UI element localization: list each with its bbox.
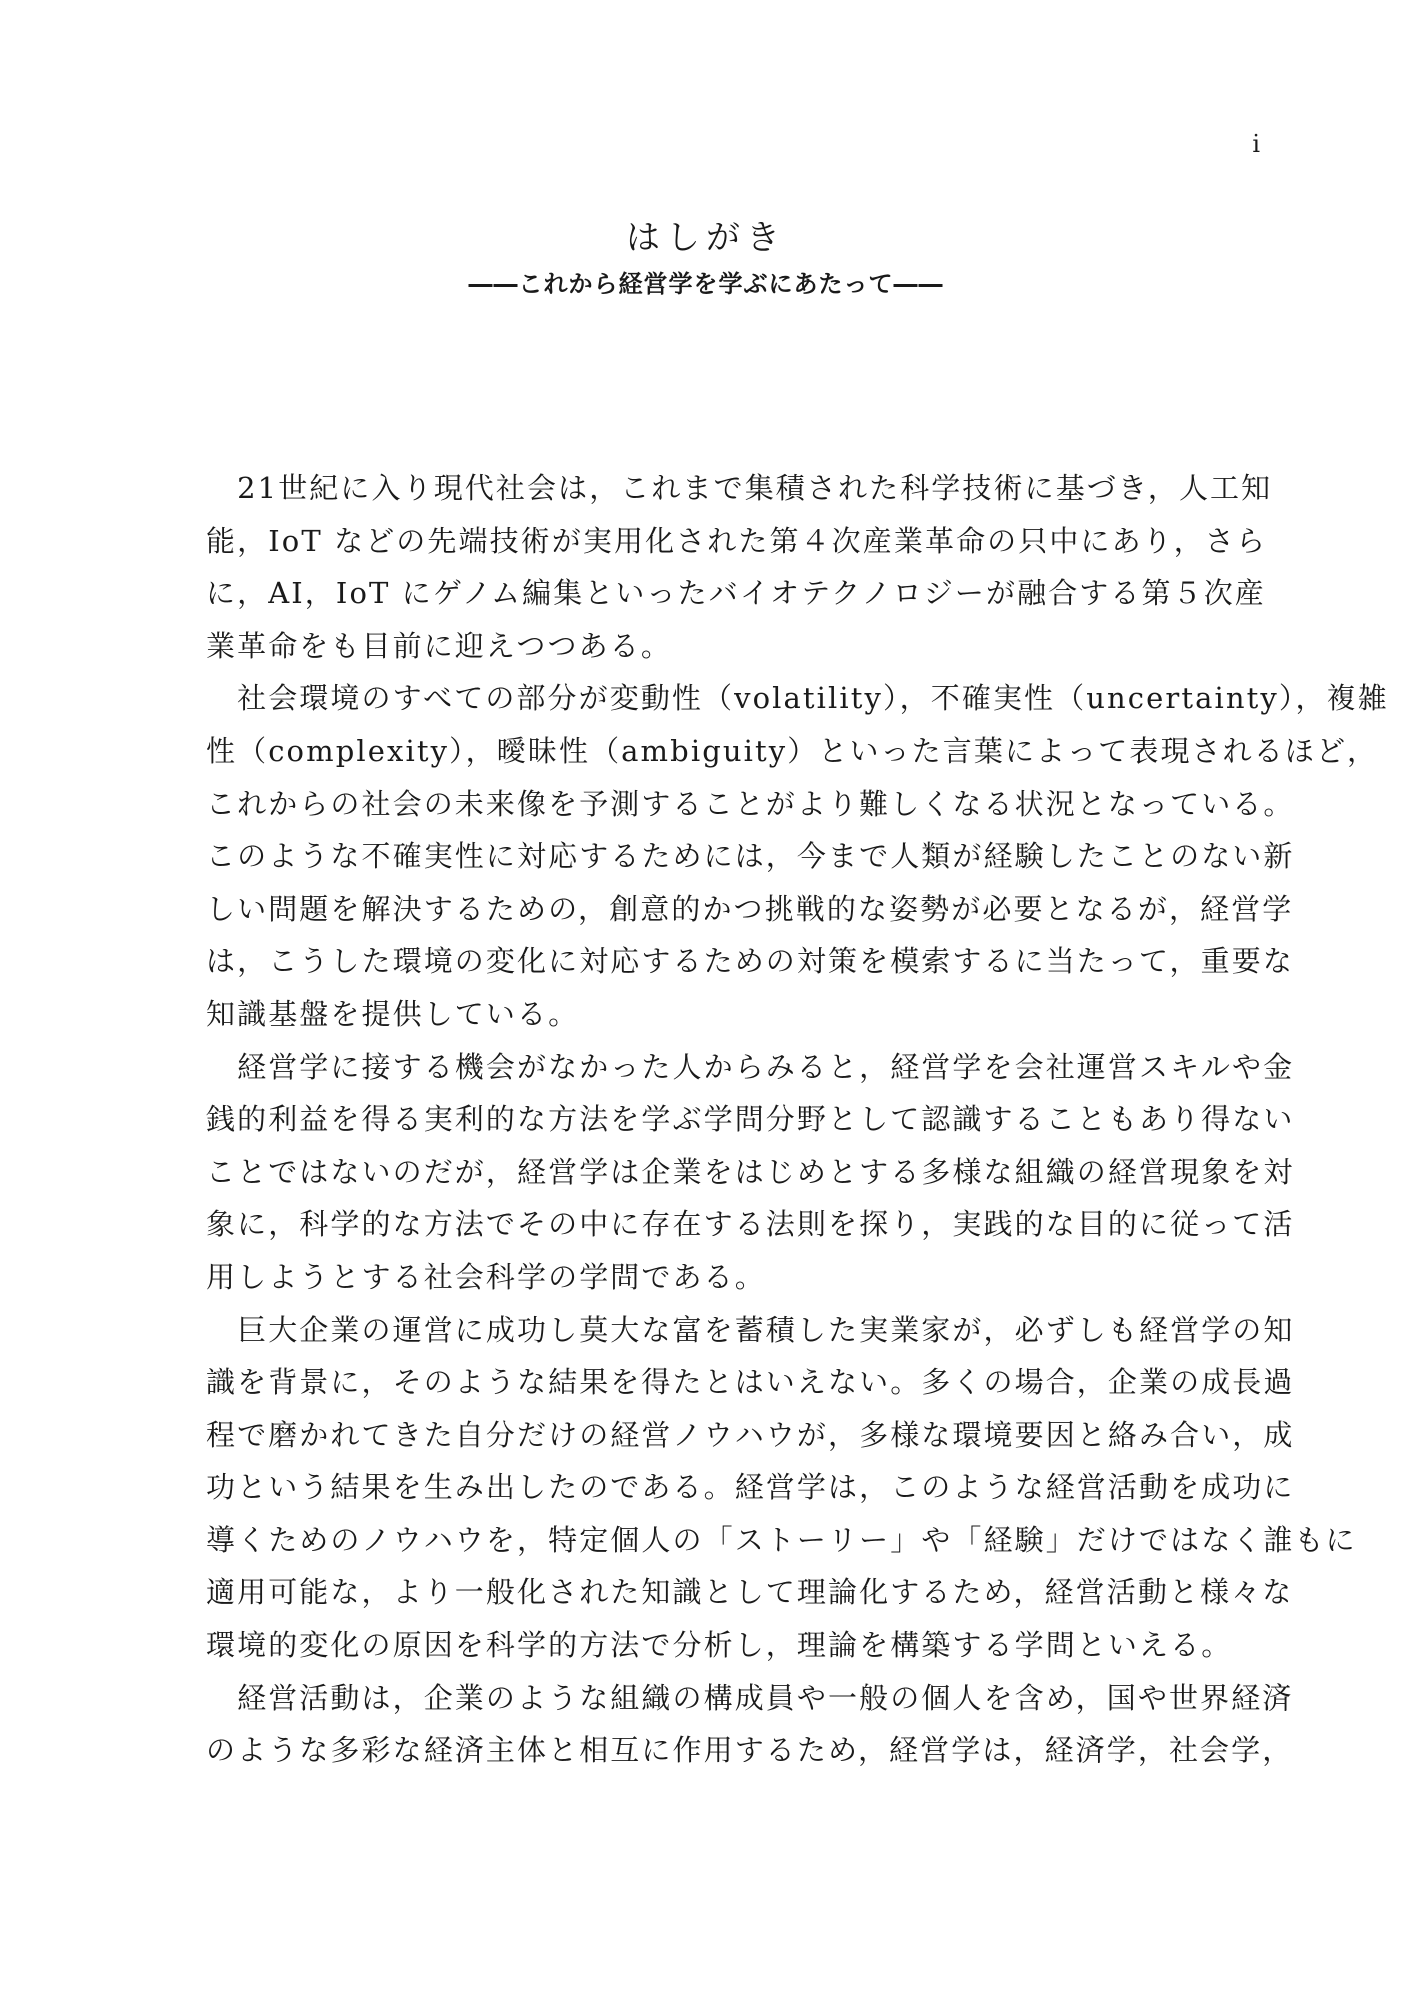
body-line: は，こうした環境の変化に対応するための対策を模索するに当たって，重要な	[206, 944, 1294, 979]
page-subtitle: ――これから経営学を学ぶにあたって――	[468, 270, 944, 298]
body-line: 象に，科学的な方法でその中に存在する法則を探り，実践的な目的に従って活	[206, 1207, 1295, 1242]
body-line: 性（complexity），曖昧性（ambiguity）といった言葉によって表現されるほど，	[206, 733, 1379, 768]
body-line: 銭的利益を得る実利的な方法を学ぶ学問分野として認識することもあり得ない	[206, 1102, 1295, 1137]
body-line: 社会環境のすべての部分が変動性（volatility），不確実性（uncertainty），複雑	[206, 681, 1389, 716]
body-line: 業革命をも目前に迎えつつある。	[206, 628, 672, 663]
body-line: 経営活動は，企業のような組織の構成員や一般の個人を含め，国や世界経済	[206, 1680, 1294, 1715]
body-line: 巨大企業の運営に成功し莫大な富を蓄積した実業家が，必ずしも経営学の知	[206, 1312, 1295, 1347]
body-line: 環境的変化の原因を科学的方法で分析し，理論を構築する学問といえる。	[206, 1628, 1233, 1663]
body-line: 経営学に接する機会がなかった人からみると，経営学を会社運営スキルや金	[206, 1049, 1295, 1084]
body-line: ことではないのだが，経営学は企業をはじめとする多様な組織の経営現象を対	[206, 1154, 1295, 1189]
body-line: のような多彩な経済主体と相互に作用するため，経営学は，経済学，社会学，	[206, 1733, 1294, 1768]
body-line: このような不確実性に対応するためには，今まで人類が経験したことのない新	[206, 839, 1295, 874]
body-line: 用しようとする社会科学の学問である。	[206, 1259, 766, 1294]
body-line: 21世紀に入り現代社会は，これまで集積された科学技術に基づき，人工知	[206, 471, 1273, 505]
body-text	[206, 462, 1389, 1777]
body-line: 適用可能な，より一般化された知識として理論化するため，経営活動と様々な	[206, 1575, 1294, 1610]
body-line: 識を背景に，そのような結果を得たとはいえない。多くの場合，企業の成長過	[206, 1365, 1295, 1400]
body-line: 知識基盤を提供している。	[206, 996, 580, 1031]
body-line: 能，IoT などの先端技術が実用化された第４次産業革命の只中にあり，さら	[206, 523, 1268, 558]
body-line: に，AI，IoT にゲノム編集といったバイオテクノロジーが融合する第５次産	[206, 576, 1266, 611]
body-line: しい問題を解決するための，創意的かつ挑戦的な姿勢が必要となるが，経営学	[206, 891, 1294, 926]
body-line: 程で磨かれてきた自分だけの経営ノウハウが，多様な環境要因と絡み合い，成	[206, 1417, 1295, 1452]
page-title: はしがき	[626, 218, 786, 258]
page-number: i	[1252, 130, 1260, 158]
body-line: 功という結果を生み出したのである。経営学は，このような経営活動を成功に	[206, 1470, 1295, 1505]
body-line: これからの社会の未来像を予測することがより難しくなる状況となっている。	[206, 786, 1295, 821]
body-line: 導くためのノウハウを，特定個人の「ストーリー」や「経験」だけではなく誰もに	[206, 1522, 1357, 1557]
